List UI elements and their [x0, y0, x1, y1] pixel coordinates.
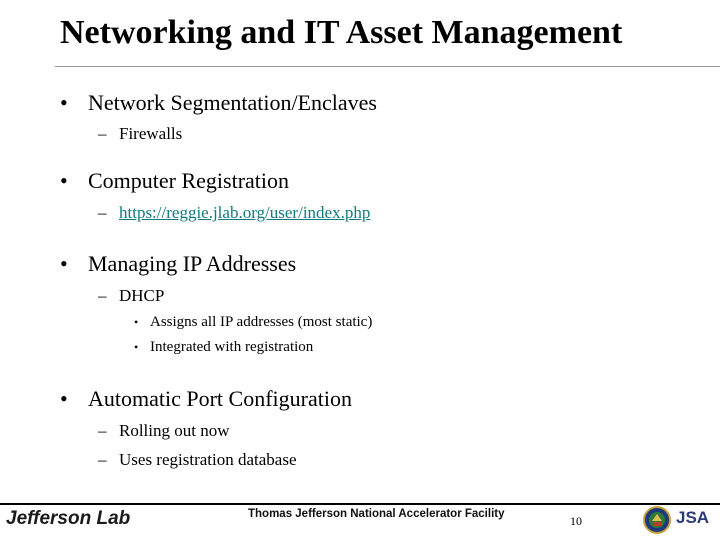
bullet-marker: • — [60, 386, 68, 411]
sub-bullet-text: DHCP — [119, 286, 165, 305]
jsa-logo: JSA — [676, 508, 710, 527]
dash-marker: – — [98, 421, 107, 440]
bullet-text: Computer Registration — [88, 168, 290, 193]
bullet-marker: • — [60, 168, 68, 193]
bullet-marker: • — [134, 315, 139, 329]
footer-divider — [0, 503, 720, 505]
dash-marker: – — [98, 450, 107, 469]
bullet-marker: • — [134, 340, 139, 354]
bullet-computer-registration — [60, 168, 289, 194]
sub-bullet-rolling-out — [98, 421, 230, 441]
slide-title: Networking and IT Asset Management — [60, 14, 623, 51]
bullet-text: Network Segmentation/Enclaves — [88, 90, 377, 115]
title-divider — [55, 66, 720, 67]
bullet-network-segmentation — [60, 90, 377, 116]
sub-bullet-text: Rolling out now — [119, 421, 230, 440]
sub-bullet-firewalls — [98, 124, 182, 144]
bullet-text: Managing IP Addresses — [88, 251, 297, 276]
dash-marker: – — [98, 286, 107, 305]
sub-bullet-text: Firewalls — [119, 124, 183, 143]
dash-marker: – — [98, 203, 107, 222]
sub-bullet-text: Uses registration database — [119, 450, 297, 469]
bullet-automatic-port — [60, 386, 352, 412]
bullet-marker: • — [60, 90, 68, 115]
detail-text: Integrated with registration — [150, 339, 314, 355]
detail-text: Assigns all IP addresses (most static) — [150, 314, 373, 330]
bullet-text: Automatic Port Configuration — [88, 386, 352, 411]
detail-assigns-ip — [134, 314, 372, 331]
jefferson-lab-logo: Jefferson Lab — [6, 508, 131, 529]
doe-seal-icon — [643, 506, 671, 534]
sub-bullet-registration-link — [98, 203, 370, 223]
registration-link[interactable]: https://reggie.jlab.org/user/index.php — [119, 203, 371, 222]
bullet-managing-ip — [60, 251, 296, 277]
page-number: 10 — [570, 514, 582, 528]
dash-marker: – — [98, 124, 107, 143]
sub-bullet-dhcp — [98, 286, 164, 306]
bullet-marker: • — [60, 251, 68, 276]
detail-integrated — [134, 339, 313, 356]
facility-name: Thomas Jefferson National Accelerator Facility — [248, 508, 505, 520]
sub-bullet-uses-registration — [98, 450, 297, 470]
